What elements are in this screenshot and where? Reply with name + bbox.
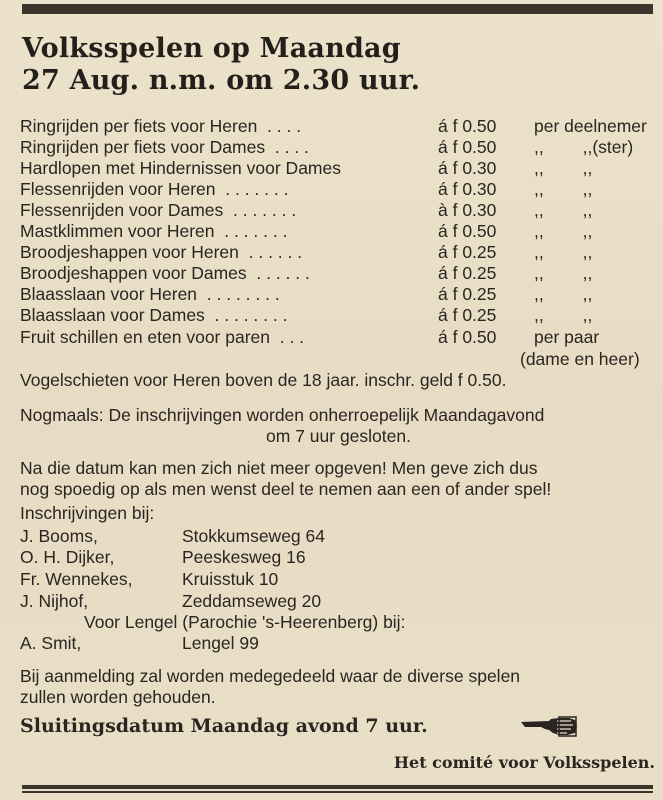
datum-note-line-2: nog spoedig op als men wenst deel te nemen aan een of ander spel!: [20, 479, 552, 499]
vogelschieten-line: Vogelschieten voor Heren boven de 18 jaar. inschr. geld f 0.50.: [20, 370, 507, 390]
registrar-name: O. H. Dijker,: [20, 547, 115, 567]
registrar-name: J. Nijhof,: [20, 591, 89, 611]
top-rule: [22, 4, 653, 14]
event-unit: ,, ,,: [534, 242, 593, 262]
event-unit: ,, ,,: [534, 284, 593, 304]
event-name: Flessenrijden voor Dames . . . . . . .: [20, 200, 297, 220]
event-name: Ringrijden per fiets voor Dames . . . .: [20, 137, 309, 157]
event-price: á f 0.50: [438, 116, 497, 136]
event-name: Mastklimmen voor Heren . . . . . . .: [20, 221, 288, 241]
signature: Het comité voor Volksspelen.: [393, 753, 655, 772]
event-unit: per deelnemer: [534, 116, 647, 136]
pair-note: (dame en heer): [520, 349, 640, 369]
event-name: Fruit schillen en eten voor paren . . .: [20, 327, 305, 347]
registrar-address: Peeskesweg 16: [182, 547, 306, 567]
heading-line-1: Volksspelen op Maandag: [22, 33, 401, 64]
event-unit: ,, ,,: [534, 263, 593, 283]
registrar-address: Zeddamseweg 20: [182, 591, 322, 611]
event-price: á f 0.25: [438, 284, 497, 304]
event-name: Ringrijden per fiets voor Heren . . . .: [20, 116, 302, 136]
event-unit: ,, ,,: [534, 305, 593, 325]
registrar-name: Fr. Wennekes,: [20, 569, 133, 589]
registrar-name: A. Smit,: [20, 633, 82, 653]
event-price: à f 0.30: [438, 200, 497, 220]
registrar-name: J. Booms,: [20, 526, 98, 546]
datum-note-line-1: Na die datum kan men zich niet meer opgeven! Men geve zich dus: [20, 458, 538, 478]
pointing-hand-icon: [519, 712, 579, 740]
event-price: á f 0.50: [438, 327, 497, 347]
registrar-address: Kruisstuk 10: [182, 569, 279, 589]
event-price: á f 0.25: [438, 305, 497, 325]
event-unit: per paar: [534, 327, 600, 347]
event-name: Broodjeshappen voor Heren . . . . . .: [20, 242, 303, 262]
event-name: Broodjeshappen voor Dames . . . . . .: [20, 263, 310, 283]
bottom-rule-thin: [22, 791, 653, 793]
heading: [22, 33, 420, 97]
event-name: Hardlopen met Hindernissen voor Dames: [20, 158, 341, 178]
event-price: á f 0.30: [438, 158, 497, 178]
event-unit: ,, ,,: [534, 221, 593, 241]
aanmelding-line-1: Bij aanmelding zal worden medegedeeld waar de diverse spelen: [20, 666, 521, 686]
event-unit: ,, ,,: [534, 200, 593, 220]
event-name: Flessenrijden voor Heren . . . . . . .: [20, 179, 289, 199]
inschrijvingen-label: Inschrijvingen bij:: [20, 503, 155, 523]
nogmaals-line-1: Nogmaals: De inschrijvingen worden onherroepelijk Maandagavond: [20, 405, 545, 425]
event-price: á f 0.25: [438, 263, 497, 283]
event-unit: ,, ,,: [534, 179, 593, 199]
event-name: Blaasslaan voor Heren . . . . . . . .: [20, 284, 280, 304]
bottom-rule: [22, 785, 653, 789]
aanmelding-line-2: zullen worden gehouden.: [20, 687, 216, 707]
event-unit: ,, ,,(ster): [534, 137, 634, 157]
event-price: á f 0.30: [438, 179, 497, 199]
heading-line-2: 27 Aug. n.m. om 2.30 uur.: [22, 65, 421, 96]
lengel-label: Voor Lengel (Parochie 's-Heerenberg) bij:: [84, 612, 406, 632]
event-unit: ,, ,,: [534, 158, 593, 178]
registrar-address: Lengel 99: [182, 633, 259, 653]
registrar-address: Stokkumseweg 64: [182, 526, 325, 546]
event-price: á f 0.50: [438, 137, 497, 157]
closing-date: Sluitingsdatum Maandag avond 7 uur.: [20, 715, 428, 737]
event-price: á f 0.50: [438, 221, 497, 241]
event-name: Blaasslaan voor Dames . . . . . . . .: [20, 305, 288, 325]
nogmaals-line-2: om 7 uur gesloten.: [266, 426, 411, 446]
event-price: á f 0.25: [438, 242, 497, 262]
